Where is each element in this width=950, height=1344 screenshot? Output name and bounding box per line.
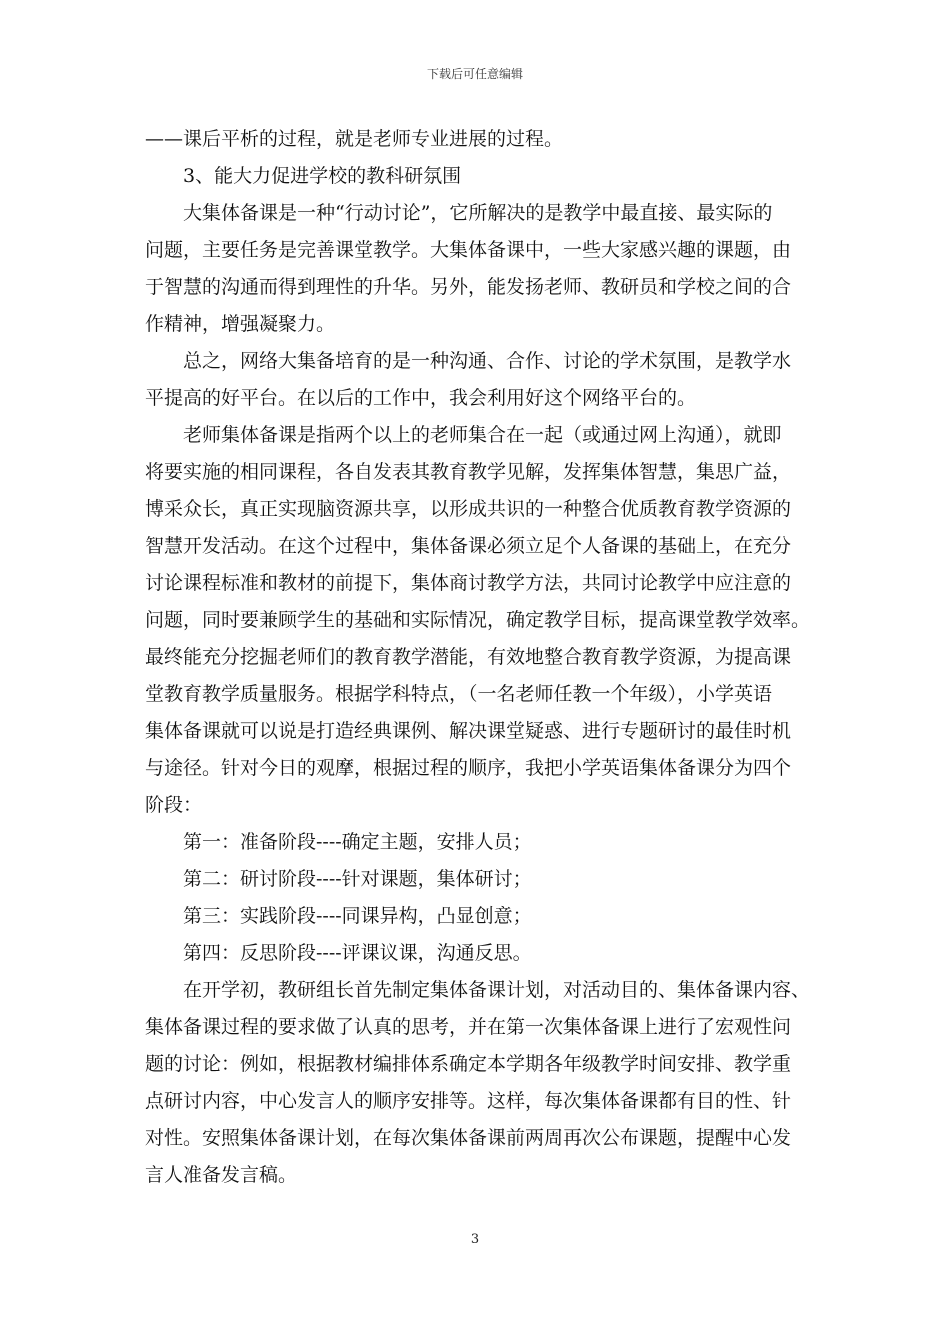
section-heading: 3、能大力促进学校的教科研氛围	[183, 165, 462, 187]
text-line: 问题，主要任务是完善课堂教学。大集体备课中，一些大家感兴趣的课题，由	[145, 239, 792, 261]
text-line: 阶段：	[145, 794, 203, 816]
stage-item: 第二：研讨阶段----针对课题，集体研讨；	[183, 868, 532, 890]
stage-item: 第三：实践阶段----同课异构，凸显创意；	[183, 905, 532, 927]
text-line: 老师集体备课是指两个以上的老师集合在一起（或通过网上沟通），就即	[183, 424, 782, 446]
text-line: 讨论课程标准和教材的前提下，集体商讨教学方法，共同讨论教学中应注意的	[145, 572, 792, 594]
text-line: 点研讨内容，中心发言人的顺序安排等。这样，每次集体备课都有目的性、针	[145, 1090, 792, 1112]
page-number: 3	[470, 1232, 480, 1247]
text-line: 集体备课过程的要求做了认真的思考，并在第一次集体备课上进行了宏观性问	[145, 1016, 792, 1038]
text-line: 集体备课就可以说是打造经典课例、解决课堂疑惑、进行专题研讨的最佳时机	[145, 720, 792, 742]
text-line: 问题，同时要兼顾学生的基础和实际情况，确定教学目标，提高课堂教学效率。	[145, 609, 811, 631]
text-line: 智慧开发活动。在这个过程中，集体备课必须立足个人备课的基础上，在充分	[145, 535, 792, 557]
text-line: 言人准备发言稿。	[145, 1164, 298, 1186]
text-line: 作精神，增强凝聚力。	[145, 313, 336, 335]
text-line: 堂教育教学质量服务。根据学科特点，（一名老师任教一个年级），小学英语	[145, 683, 773, 705]
text-line: 大集体备课是一种“行动讨论”，它所解决的是教学中最直接、最实际的	[183, 202, 773, 224]
text-line: 最终能充分挖掘老师们的教育教学潜能，有效地整合教育教学资源，为提高课	[145, 646, 792, 668]
text-line: 题的讨论：例如，根据教材编排体系确定本学期各年级教学时间安排、教学重	[145, 1053, 792, 1075]
stage-item: 第四：反思阶段----评课议课，沟通反思。	[183, 942, 532, 964]
text-line: 将要实施的相同课程，各自发表其教育教学见解，发挥集体智慧，集思广益，	[145, 461, 792, 483]
text-line: 平提高的好平台。在以后的工作中，我会利用好这个网络平台的。	[145, 387, 697, 409]
text-line: 博采众长，真正实现脑资源共享，以形成共识的一种整合优质教育教学资源的	[145, 498, 792, 520]
stage-item: 第一：准备阶段----确定主题，安排人员；	[183, 831, 532, 853]
page-header: 下载后可任意编辑	[426, 67, 523, 81]
text-line: 于智慧的沟通而得到理性的升华。另外，能发扬老师、教研员和学校之间的合	[145, 276, 792, 298]
text-line: ——课后平析的过程，就是老师专业进展的过程。	[145, 128, 564, 150]
text-line: 在开学初，教研组长首先制定集体备课计划，对活动目的、集体备课内容、	[183, 979, 811, 1001]
text-line: 对性。安照集体备课计划，在每次集体备课前两周再次公布课题，提醒中心发	[145, 1127, 792, 1149]
text-line: 与途径。针对今日的观摩，根据过程的顺序，我把小学英语集体备课分为四个	[145, 757, 792, 779]
document-body	[145, 121, 811, 1194]
text-line: 总之，网络大集备培育的是一种沟通、合作、讨论的学术氛围，是教学水	[183, 350, 792, 372]
